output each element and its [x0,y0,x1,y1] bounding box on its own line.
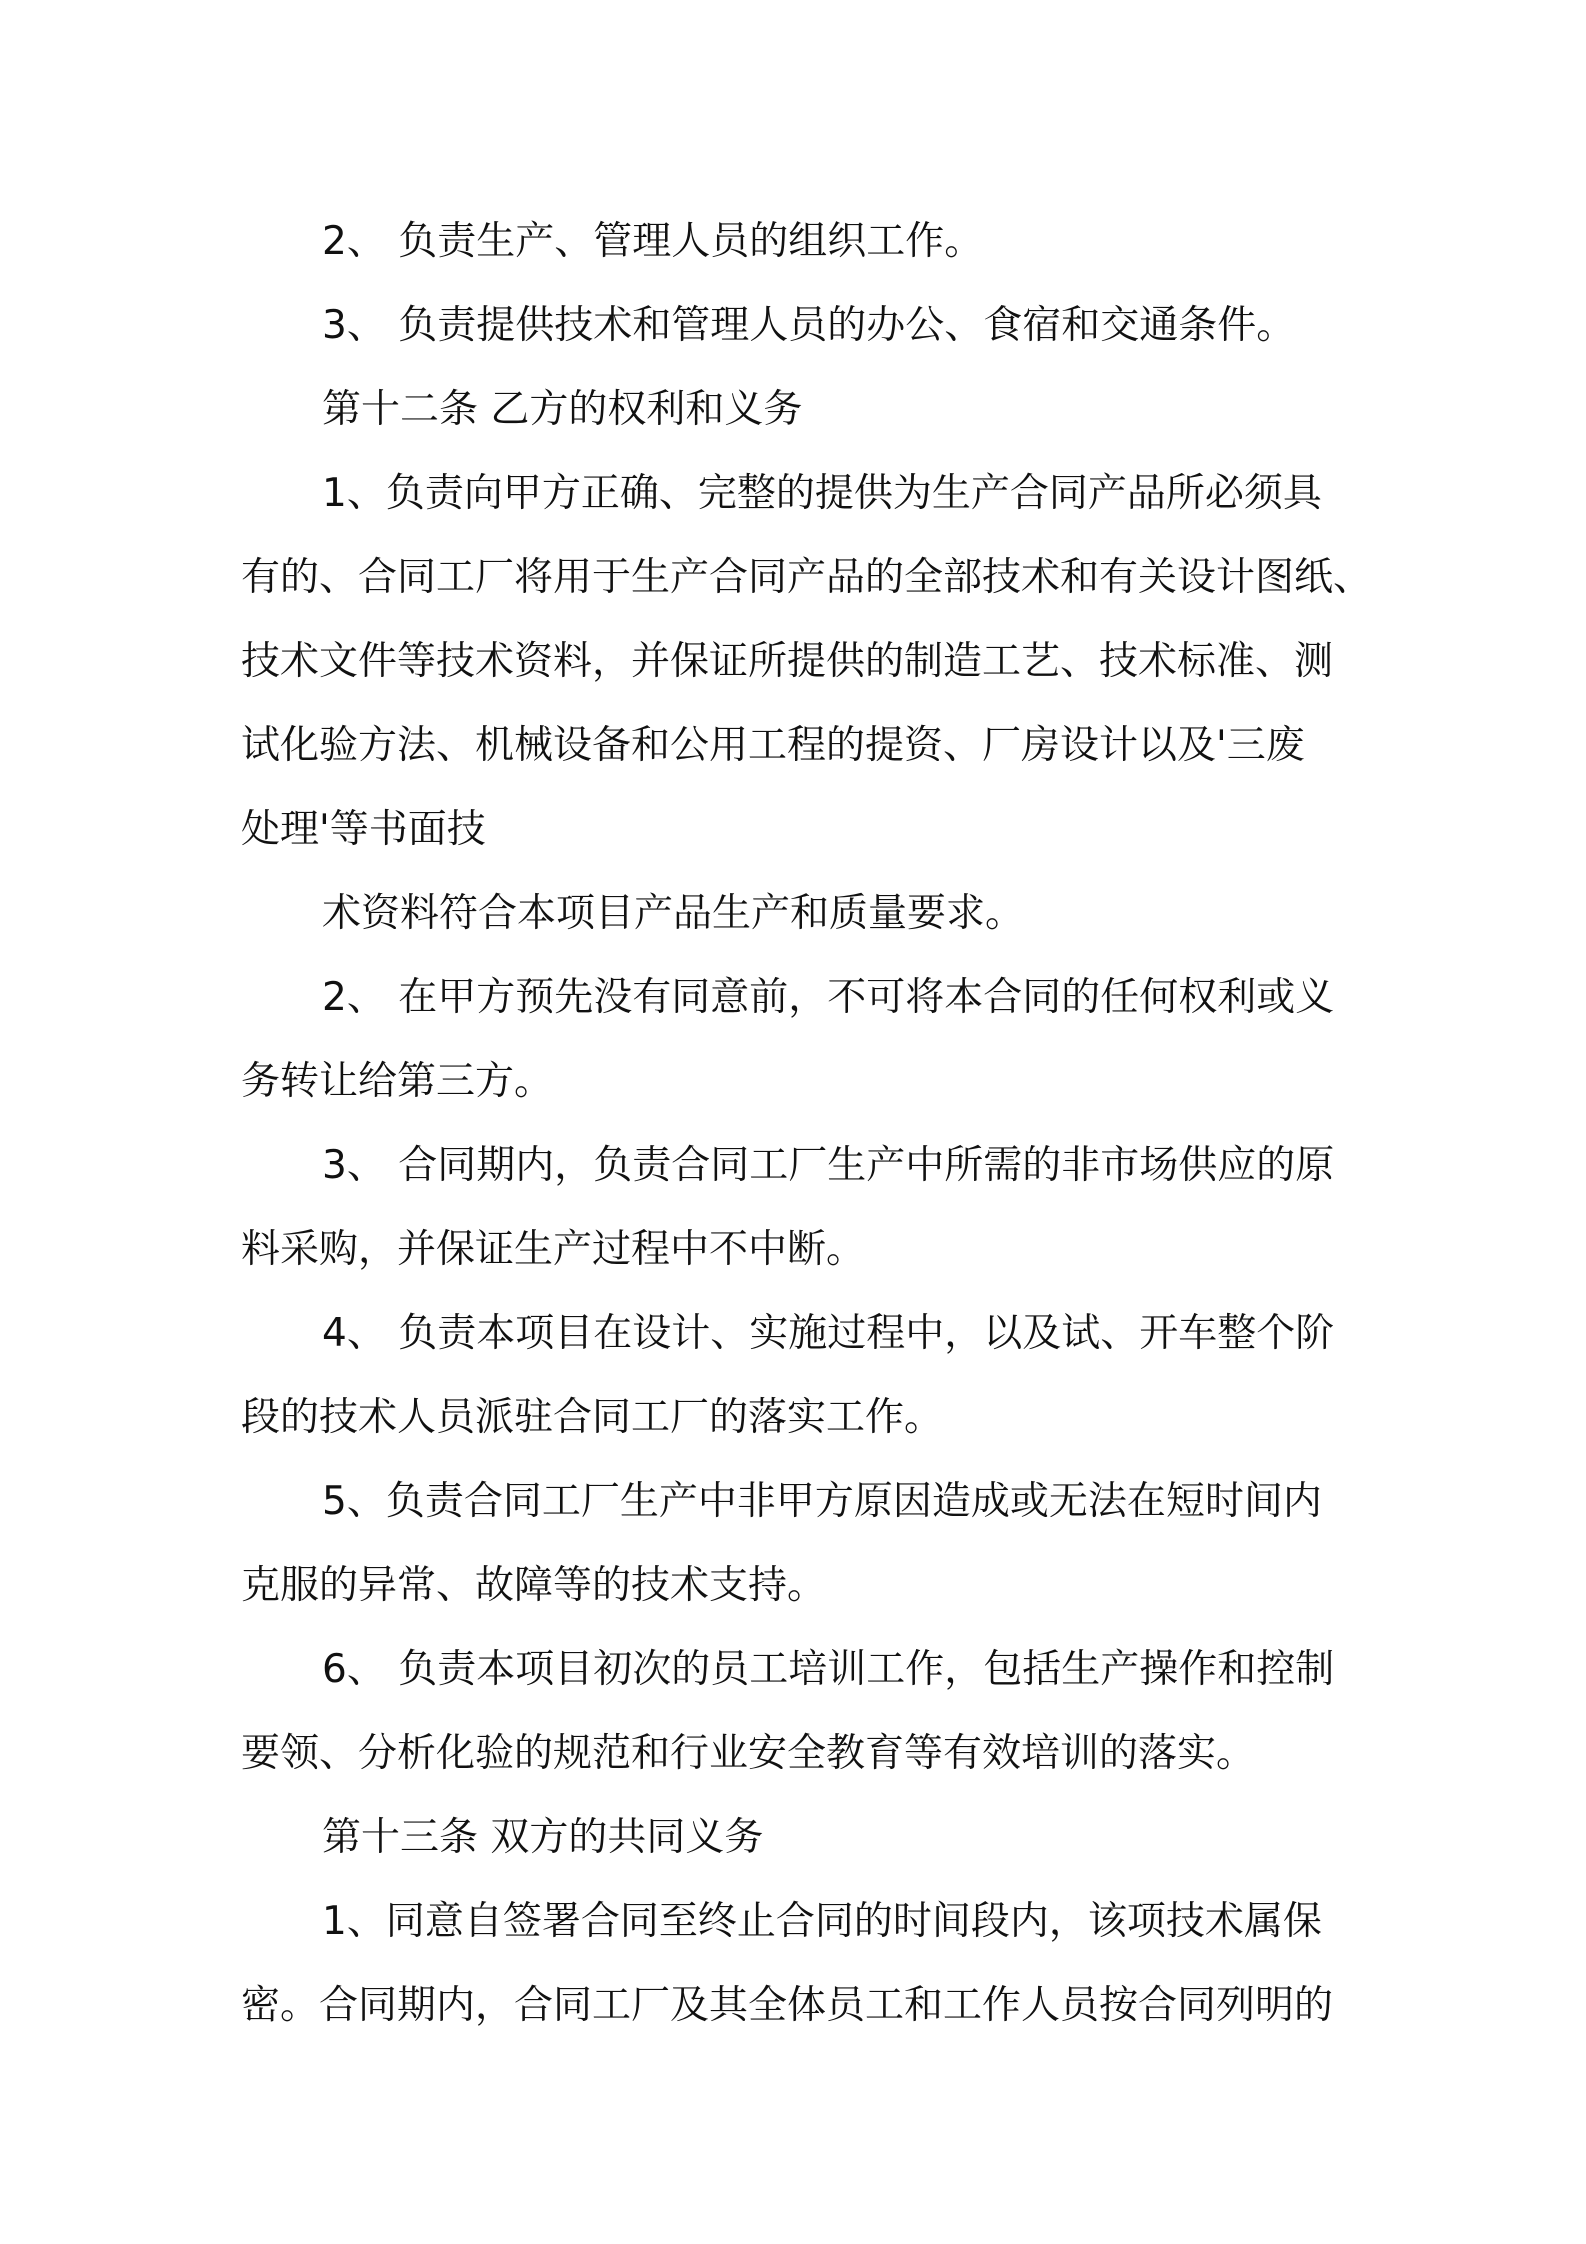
article-12-item-1-line-3: 技术文件等技术资料，并保证所提供的制造工艺、技术标准、测 [241,639,1334,684]
article-13-heading: 第十三条 双方的共同义务 [322,1815,764,1860]
article-12-item-6-line-2: 要领、分析化验的规范和行业安全教育等有效培训的落实。 [241,1731,1256,1776]
article-12-item-1-continuation: 术资料符合本项目产品生产和质量要求。 [322,891,1025,936]
clause-11-item-3: 3、 负责提供技术和管理人员的办公、食宿和交通条件。 [322,303,1296,348]
article-12-item-5-line-1: 5、负责合同工厂生产中非甲方原因造成或无法在短时间内 [322,1479,1322,1524]
article-12-item-3-line-1: 3、 合同期内，负责合同工厂生产中所需的非市场供应的原 [322,1143,1335,1188]
article-12-item-2-line-2: 务转让给第三方。 [241,1059,554,1104]
document-body [241,200,1373,2048]
article-12-item-3-line-2: 料采购，并保证生产过程中不中断。 [241,1227,866,1272]
article-13-item-1-line-1: 1、同意自签署合同至终止合同的时间段内，该项技术属保 [322,1899,1322,1944]
article-12-item-1-line-5: 处理'等书面技 [241,807,486,852]
article-12-item-1-line-1: 1、负责向甲方正确、完整的提供为生产合同产品所必须具 [322,471,1322,516]
article-12-item-4-line-1: 4、 负责本项目在设计、实施过程中，以及试、开车整个阶 [322,1311,1335,1356]
clause-11-item-2: 2、 负责生产、管理人员的组织工作。 [322,219,984,264]
article-12-item-2-line-1: 2、 在甲方预先没有同意前，不可将本合同的任何权利或义 [322,975,1335,1020]
article-12-item-6-line-1: 6、 负责本项目初次的员工培训工作，包括生产操作和控制 [322,1647,1335,1692]
article-12-item-1-line-4: 试化验方法、机械设备和公用工程的提资、厂房设计以及'三废 [241,723,1305,768]
article-12-item-5-line-2: 克服的异常、故障等的技术支持。 [241,1563,827,1608]
article-12-item-1-line-2: 有的、合同工厂将用于生产合同产品的全部技术和有关设计图纸、 [241,555,1373,600]
article-13-item-1-line-2: 密。合同期内，合同工厂及其全体员工和工作人员按合同列明的 [241,1983,1334,2028]
article-12-item-4-line-2: 段的技术人员派驻合同工厂的落实工作。 [241,1395,944,1440]
article-12-heading: 第十二条 乙方的权利和义务 [322,387,803,432]
